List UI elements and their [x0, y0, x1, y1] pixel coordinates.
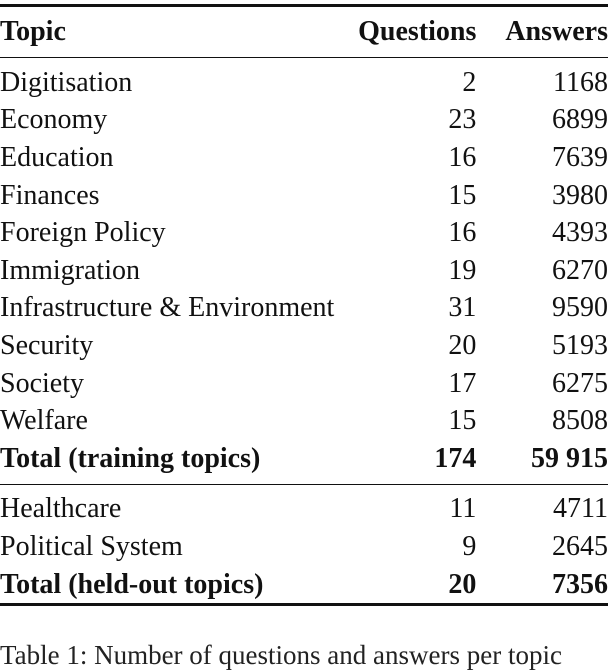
header-questions: Questions — [358, 6, 476, 58]
heldout-total-questions: 20 — [358, 566, 476, 605]
cell-answers: 5193 — [552, 329, 608, 361]
cell-topic: Foreign Policy — [0, 217, 166, 249]
cell-questions: 20 — [448, 329, 477, 361]
cell-questions: 11 — [358, 484, 476, 528]
cell-questions: 31 — [448, 292, 477, 324]
training-total-questions: 174 — [434, 442, 477, 474]
table-row — [0, 290, 608, 328]
table-row — [0, 252, 608, 290]
cell-topic: Society — [0, 367, 84, 399]
cell-topic: Education — [0, 141, 114, 173]
cell-answers: 6275 — [552, 367, 608, 399]
cell-topic: Economy — [0, 104, 108, 136]
table-row — [0, 58, 608, 102]
cell-topic: Digitisation — [0, 58, 358, 102]
cell-topic: Immigration — [0, 254, 140, 286]
table-row — [0, 484, 608, 528]
data-table — [0, 4, 608, 606]
cell-topic: Infrastructure & Environment — [0, 292, 335, 324]
topic-statistics-table — [0, 4, 608, 606]
cell-answers: 1168 — [476, 58, 608, 102]
cell-questions: 15 — [448, 405, 477, 437]
cell-answers: 9590 — [552, 292, 608, 324]
cell-answers: 8508 — [552, 405, 608, 437]
cell-questions: 16 — [448, 141, 477, 173]
cell-topic: Welfare — [0, 405, 88, 437]
table-row — [0, 528, 608, 566]
heldout-total-row — [0, 566, 608, 605]
cell-answers: 2645 — [552, 530, 608, 562]
header-topic: Topic — [0, 6, 358, 58]
table-row — [0, 327, 608, 365]
cell-answers: 4393 — [552, 217, 608, 249]
training-total-label: Total (training topics) — [0, 442, 261, 474]
cell-topic: Political System — [0, 530, 183, 562]
cell-questions: 9 — [462, 530, 477, 562]
training-total-answers: 59 915 — [531, 442, 608, 474]
table-header-row — [0, 6, 608, 58]
cell-answers: 3980 — [552, 179, 608, 211]
table-caption: Table 1: Number of questions and answers per topic — [0, 640, 562, 670]
table-row — [0, 365, 608, 403]
cell-questions: 17 — [448, 367, 477, 399]
cell-questions: 2 — [358, 58, 476, 102]
cell-answers: 7639 — [552, 141, 608, 173]
cell-topic: Healthcare — [0, 484, 358, 528]
cell-questions: 15 — [448, 179, 477, 211]
table-row — [0, 214, 608, 252]
table-row — [0, 177, 608, 215]
table-row — [0, 402, 608, 440]
cell-answers: 4711 — [476, 484, 608, 528]
cell-answers: 6270 — [552, 254, 608, 286]
heldout-total-answers: 7356 — [476, 566, 608, 605]
training-total-row — [0, 440, 608, 484]
cell-questions: 16 — [448, 217, 477, 249]
cell-topic: Security — [0, 329, 94, 361]
table-row — [0, 102, 608, 140]
cell-answers: 6899 — [552, 104, 608, 136]
cell-topic: Finances — [0, 179, 100, 211]
cell-questions: 19 — [448, 254, 477, 286]
heldout-total-label: Total (held-out topics) — [0, 566, 358, 605]
table-row — [0, 139, 608, 177]
header-answers: Answers — [476, 6, 608, 58]
cell-questions: 23 — [448, 104, 477, 136]
